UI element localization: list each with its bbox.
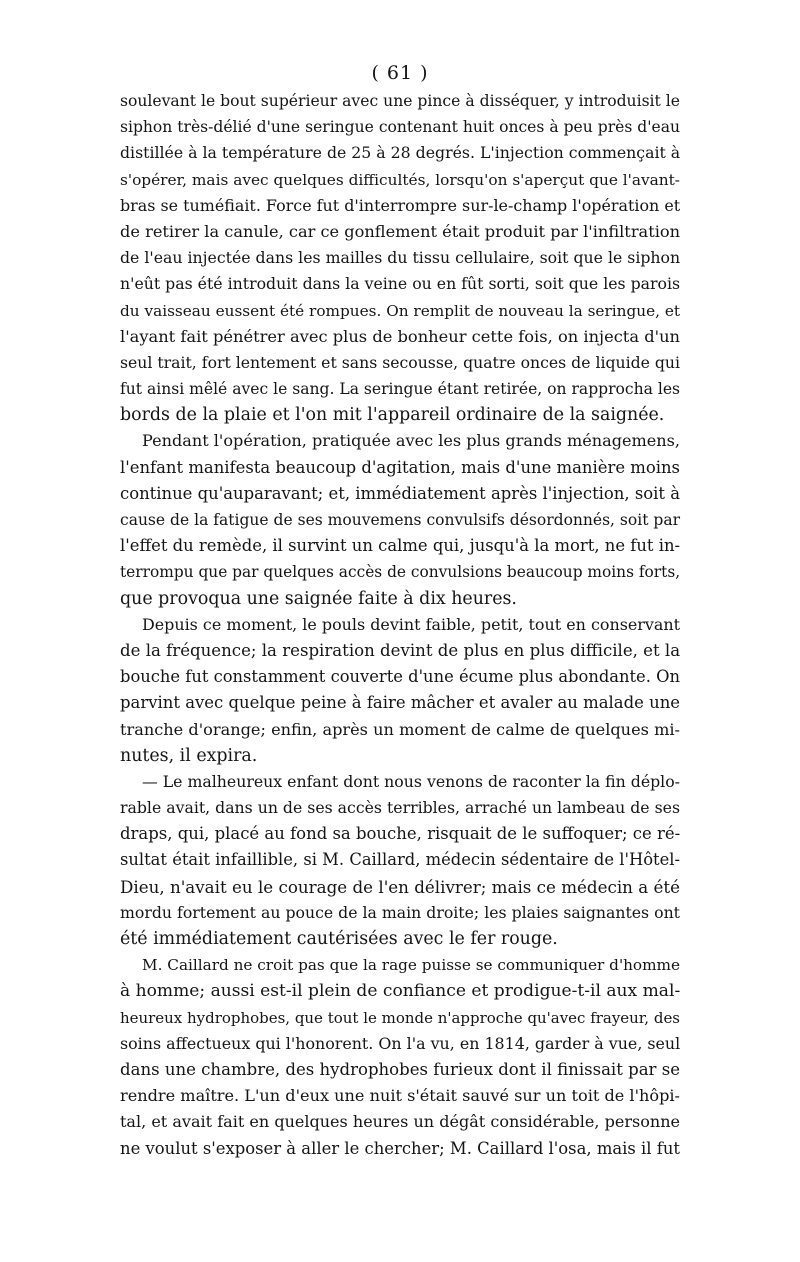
text-line: tranche d'orange; enfin, après un moment de calme de quelques mi-: [120, 719, 680, 739]
paragraph-5: [120, 952, 680, 1162]
text-line: distillée à la température de 25 à 28 degrés. L'injection commençait à: [120, 143, 681, 163]
text-line: de la fréquence; la respiration devint de plus en plus difficile, et la: [120, 640, 681, 660]
text-line: heureux hydrophobes, que tout le monde n'approche qu'avec frayeur, des: [120, 1008, 680, 1027]
text-line: sultat était infaillible, si M. Caillard, médecin sédentaire de l'Hôtel-: [120, 850, 680, 870]
text-line: de retirer la canule, car ce gonflement était produit par l'infiltration: [120, 221, 681, 241]
text-line: — Le malheureux enfant dont nous venons de raconter la fin déplo-: [142, 771, 680, 791]
text-line: du vaisseau eussent été rompues. On remplit de nouveau la seringue, et: [120, 301, 680, 320]
text-line: n'eût pas été introduit dans la veine ou en fût sorti, soit que les parois: [120, 274, 681, 294]
text-line: rable avait, dans un de ses accès terribles, arraché un lambeau de ses: [120, 798, 680, 818]
text-line: cause de la fatigue de ses mouvemens convulsifs désordonnés, soit par: [120, 511, 680, 529]
text-line: mordu fortement au pouce de la main droite; les plaies saignantes ont: [120, 902, 680, 922]
text-line: Depuis ce moment, le pouls devint faible, petit, tout en conservant: [142, 614, 680, 634]
text-line: bords de la plaie et l'on mit l'appareil ordinaire de la saignée.: [120, 405, 665, 426]
paragraph-2: [120, 428, 680, 611]
text-line: ne voulut s'exposer à aller le chercher; M. Caillard l'osa, mais il fut: [120, 1138, 680, 1158]
text-line: draps, qui, placé au fond sa bouche, risquait de le suffoquer; ce ré-: [120, 824, 681, 844]
text-line: été immédiatement cautérisées avec le fer rouge.: [120, 929, 558, 949]
text-line: l'effet du remède, il survint un calme qui, jusqu'à la mort, ne fut in-: [120, 536, 681, 556]
text-line: l'ayant fait pénétrer avec plus de bonheur cette fois, on injecta d'un: [120, 326, 680, 346]
text-line: soins affectueux qui l'honorent. On l'a vu, en 1814, garder à vue, seul: [120, 1033, 681, 1053]
text-line: s'opérer, mais avec quelques difficultés, lorsqu'on s'aperçut que l'avant-: [120, 170, 680, 189]
paragraph-1: [120, 88, 680, 428]
text-line: l'enfant manifesta beaucoup d'agitation, mais d'une manière moins: [120, 457, 680, 477]
text-line: terrompu que par quelques accès de convulsions beaucoup moins forts,: [120, 563, 681, 582]
text-line: à homme; aussi est-il plein de confiance et prodigue-t-il aux mal-: [120, 981, 681, 1002]
text-line: fut ainsi mêlé avec le sang. La seringue étant retirée, on rapprocha les: [120, 380, 680, 399]
text-line: parvint avec quelque peine à faire mâcher et avaler au malade une: [120, 693, 681, 713]
text-line: tal, et avait fait en quelques heures un dégât considérable, personne: [120, 1112, 680, 1132]
text-line: de l'eau injectée dans les mailles du tissu cellulaire, soit que le siphon: [120, 248, 681, 268]
text-line: M. Caillard ne croit pas que la rage puisse se communiquer d'homme: [142, 956, 681, 975]
text-line: seul trait, fort lentement et sans secousse, quatre onces de liquide qui: [120, 352, 680, 372]
text-line: bouche fut constamment couverte d'une écume plus abondante. On: [120, 667, 680, 687]
page-number: ( 61 ): [371, 62, 429, 84]
text-line: dans une chambre, des hydrophobes furieux dont il finissait par se: [120, 1059, 680, 1079]
paragraph-3: [120, 612, 680, 769]
text-line: que provoqua une saignée faite à dix heures.: [120, 588, 517, 609]
text-line: nutes, il expira.: [120, 745, 258, 766]
text-line: bras se tuméfiait. Force fut d'interrompre sur-le-champ l'opération et: [120, 195, 681, 215]
text-line: rendre maître. L'un d'eux une nuit s'était sauvé sur un toit de l'hôpi-: [120, 1086, 680, 1106]
paragraph-4: [120, 769, 680, 952]
text-line: siphon très-délié d'une seringue contenant huit onces à peu près d'eau: [120, 118, 680, 137]
body-text: [120, 88, 680, 1162]
text-line: soulevant le bout supérieur avec une pince à disséquer, y introduisit le: [120, 92, 680, 110]
text-line: Pendant l'opération, pratiquée avec les plus grands ménagemens,: [142, 431, 680, 451]
text-line: Dieu, n'avait eu le courage de l'en délivrer; mais ce médecin a été: [120, 876, 680, 897]
text-line: continue qu'auparavant; et, immédiatement après l'injection, soit à: [120, 483, 680, 503]
